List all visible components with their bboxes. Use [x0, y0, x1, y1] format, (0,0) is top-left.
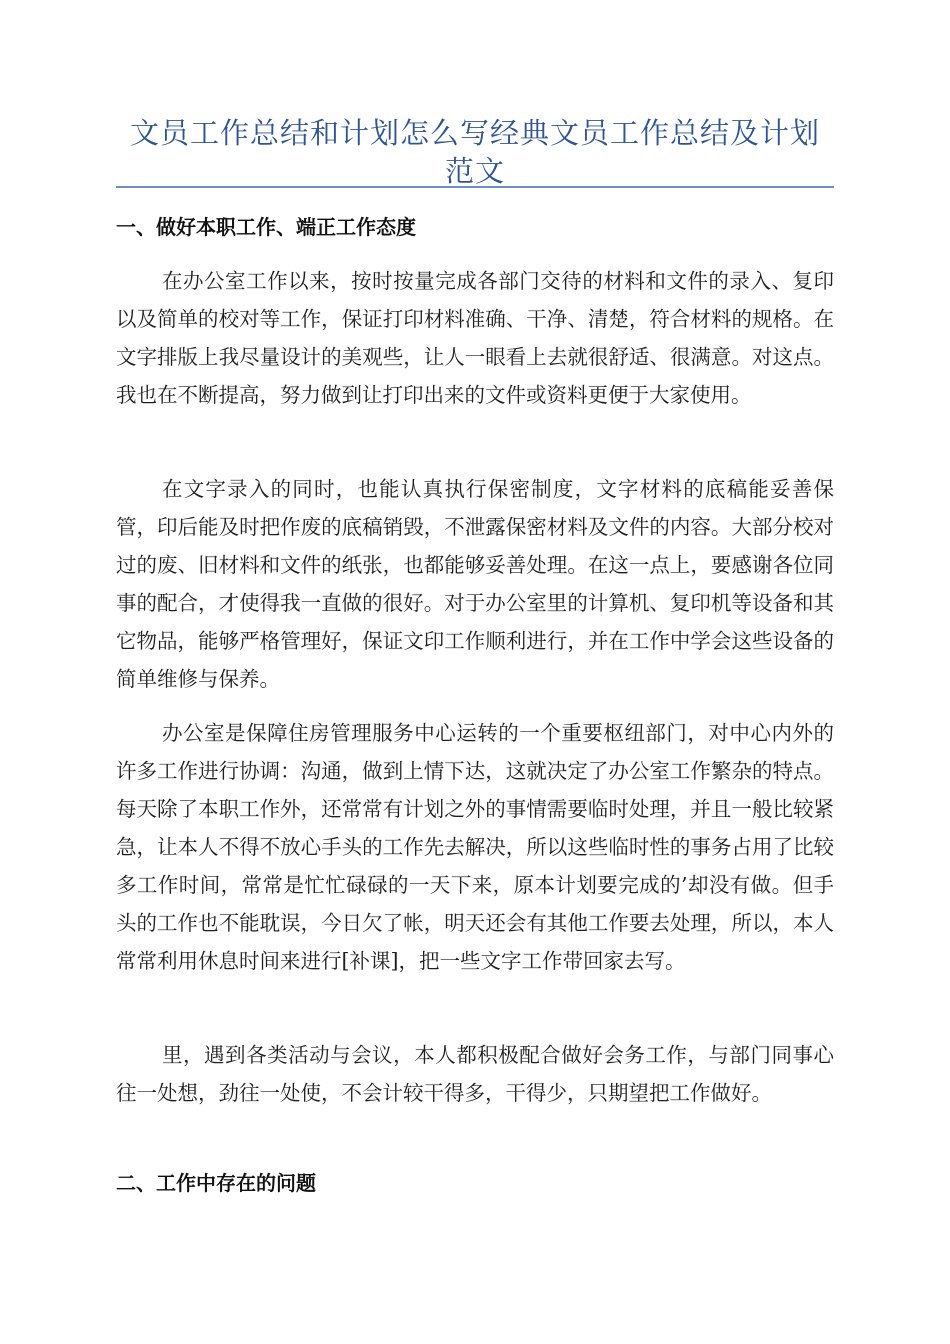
paragraph-3: 办公室是保障住房管理服务中心运转的一个重要枢纽部门，对中心内外的许多工作进行协调：沟通，做到上情下达，这就决定了办公室工作繁杂的特点。每天除了本职工作外，还常常有计划之外的事情需要临时处理，并且一般比较紧急，让本人不得不放心手头的工作先去解决，所以这些临时性的事务占用了比较多工作时间，常常是忙忙碌碌的一天下来，原本计划要完成的’却没有做。但手头的工作也不能耽误，今日欠了帐，明天还会有其他工作要去处理，所以，本人常常利用休息时间来进行[补课]，把一些文字工作带回家去写。 [116, 721, 834, 973]
title-underline [116, 186, 834, 188]
paragraph-1: 在办公室工作以来，按时按量完成各部门交待的材料和文件的录入、复印以及简单的校对等工作，保证打印材料准确、干净、清楚，符合材料的规格。在文字排版上我尽量设计的美观些，让人一眼看上去就很舒适、很满意。对这点。我也在不断提高，努力做到让打印出来的文件或资料更便于大家使用。 [116, 269, 834, 407]
paragraph-2: 在文字录入的同时，也能认真执行保密制度，文字材料的底稿能妥善保管，印后能及时把作废的底稿销毁，不泄露保密材料及文件的内容。大部分校对过的废、旧材料和文件的纸张，也都能够妥善处理。在这一点上，要感谢各位同事的配合，才使得我一直做的很好。对于办公室里的计算机、复印机等设备和其它物品，能够严格管理好，保证文印工作顺利进行，并在工作中学会这些设备的简单维修与保养。 [116, 477, 834, 691]
paragraph-4: 里，遇到各类活动与会议，本人都积极配合做好会务工作，与部门同事心往一处想，劲往一处使，不会计较干得多，干得少，只期望把工作做好。 [116, 1043, 834, 1105]
section-heading-2: 二、工作中存在的问题 [116, 1171, 316, 1195]
section-heading-1: 一、做好本职工作、端正工作态度 [116, 215, 416, 239]
document-title: 文员工作总结和计划怎么写经典文员工作总结及计划范文 [129, 116, 820, 188]
